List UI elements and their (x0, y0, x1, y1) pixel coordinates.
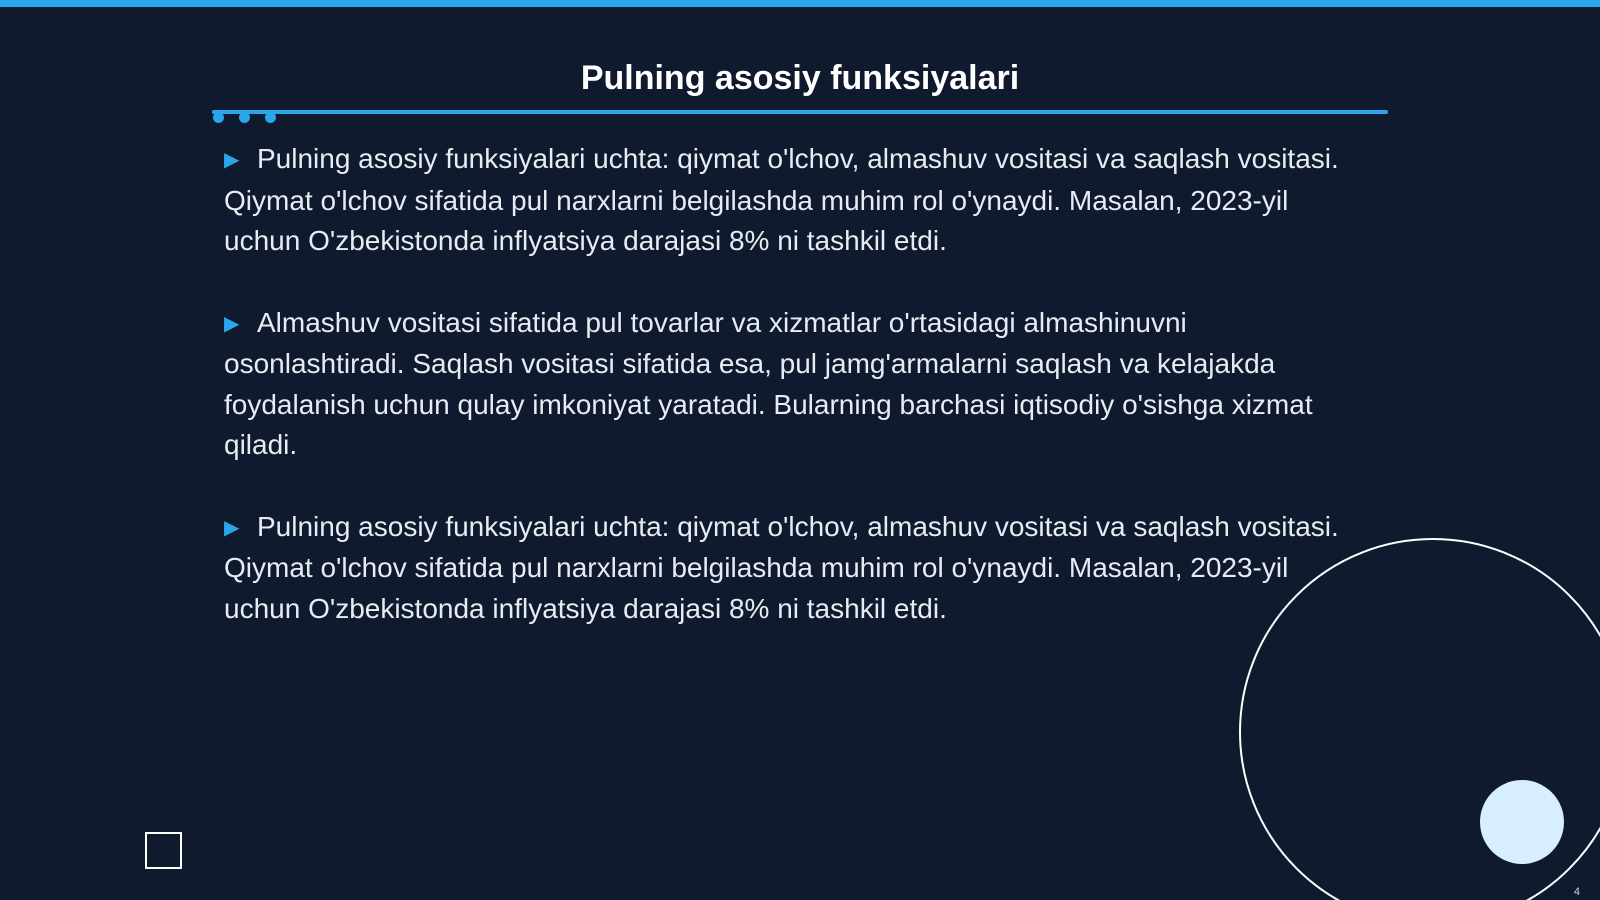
triangle-bullet-icon: ▶ (224, 149, 240, 171)
underline-dot (265, 112, 276, 123)
decorative-square (145, 832, 182, 869)
bullet-text: Almashuv vositasi sifatida pul tovarlar va xizmatlar o'rtasidagi almashinuvni osonlashtiradi. Saqlash vositasi sifatida esa, pul jamg'armalarni saqlash va kelajakda foydalanish uchun qulay imkoniyat yaratadi. Bularning barchasi iqtisodiy o'sishga xizmat qiladi. (224, 306, 1313, 460)
bullet-item (224, 507, 1364, 630)
bullet-item (224, 139, 1364, 262)
bullet-item (224, 303, 1364, 466)
page-number: 4 (1573, 886, 1580, 898)
title-underline (212, 110, 1388, 114)
underline-dot (239, 112, 250, 123)
triangle-bullet-icon: ▶ (224, 516, 240, 539)
decorative-disc (1480, 780, 1564, 864)
bullet-text: Pulning asosiy funksiyalari uchta: qiymat o'lchov, almashuv vositasi va saqlash vositasi. Qiymat o'lchov sifatida pul narxlarni belgilashda muhim rol o'ynaydi. Masalan, 2023-yil uchun O'zbekistonda inflyatsiya darajasi 8% ni tashkil etdi. (224, 510, 1339, 624)
top-accent-bar (0, 0, 1600, 7)
slide-title: Pulning asosiy funksiyalari (580, 59, 1020, 97)
bullet-text: Pulning asosiy funksiyalari uchta: qiymat o'lchov, almashuv vositasi va saqlash vositasi. Qiymat o'lchov sifatida pul narxlarni belgilashda muhim rol o'ynaydi. Masalan, 2023-yil uchun O'zbekistonda inflyatsiya darajasi 8% ni tashkil etdi. (224, 143, 1339, 256)
bullet-list (224, 139, 1364, 670)
triangle-bullet-icon: ▶ (224, 312, 240, 335)
underline-dot (213, 112, 224, 123)
